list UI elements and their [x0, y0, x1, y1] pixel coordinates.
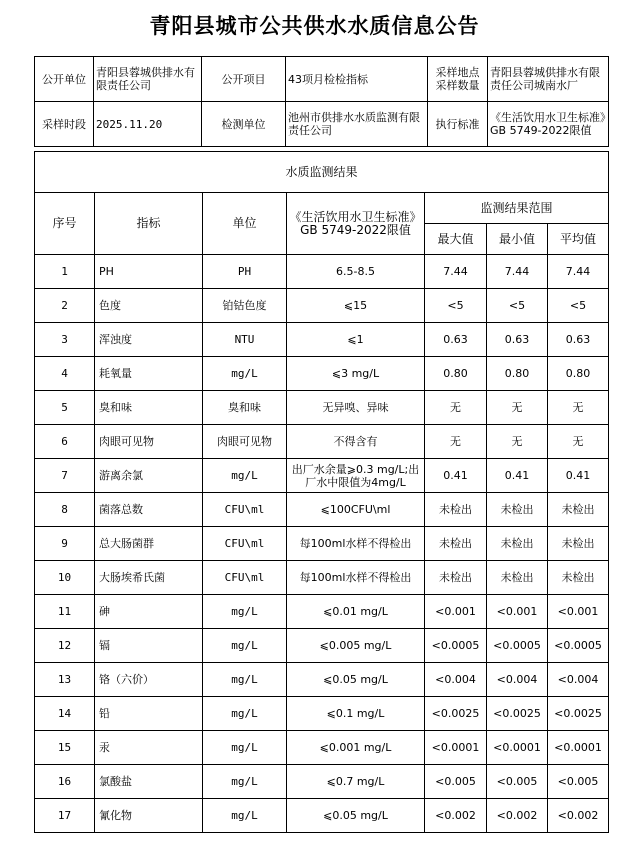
cell-avg: <0.005 — [548, 765, 609, 799]
cell-standard: 每100ml水样不得检出 — [287, 561, 425, 595]
cell-unit: mg/L — [203, 697, 287, 731]
sampling-site-label: 采样地点 采样数量 — [428, 57, 488, 102]
cell-no: 14 — [35, 697, 95, 731]
cell-max: <0.001 — [425, 595, 487, 629]
cell-min: 0.63 — [487, 323, 548, 357]
cell-unit: mg/L — [203, 731, 287, 765]
cell-standard: ⩽3 mg/L — [287, 357, 425, 391]
cell-avg: <0.004 — [548, 663, 609, 697]
cell-avg: 未检出 — [548, 527, 609, 561]
cell-min: <0.004 — [487, 663, 548, 697]
cell-indicator: 氯酸盐 — [95, 765, 203, 799]
cell-avg: <0.0025 — [548, 697, 609, 731]
cell-unit: CFU\ml — [203, 561, 287, 595]
table-row — [35, 629, 609, 663]
cell-unit: CFU\ml — [203, 527, 287, 561]
cell-indicator: 氰化物 — [95, 799, 203, 833]
info-table — [34, 56, 609, 147]
cell-indicator: PH — [95, 255, 203, 289]
cell-max: 0.80 — [425, 357, 487, 391]
cell-max: 未检出 — [425, 493, 487, 527]
cell-min: 无 — [487, 425, 548, 459]
cell-max: <0.0025 — [425, 697, 487, 731]
results-table — [34, 151, 609, 833]
table-row — [35, 765, 609, 799]
table-row — [35, 527, 609, 561]
cell-indicator: 镉 — [95, 629, 203, 663]
cell-standard: ⩽0.005 mg/L — [287, 629, 425, 663]
cell-indicator: 铅 — [95, 697, 203, 731]
cell-max: 无 — [425, 391, 487, 425]
cell-unit: mg/L — [203, 459, 287, 493]
cell-no: 13 — [35, 663, 95, 697]
table-row — [35, 731, 609, 765]
cell-indicator: 色度 — [95, 289, 203, 323]
cell-no: 4 — [35, 357, 95, 391]
cell-min: <0.002 — [487, 799, 548, 833]
cell-no: 17 — [35, 799, 95, 833]
table-row — [35, 323, 609, 357]
cell-standard: ⩽1 — [287, 323, 425, 357]
cell-indicator: 汞 — [95, 731, 203, 765]
table-row — [35, 493, 609, 527]
table-row — [35, 289, 609, 323]
cell-unit: 臭和味 — [203, 391, 287, 425]
cell-avg: <5 — [548, 289, 609, 323]
sampling-site-value: 青阳县蓉城供排水有限责任公司城南水厂 — [488, 57, 609, 102]
cell-min: 未检出 — [487, 493, 548, 527]
cell-avg: 未检出 — [548, 561, 609, 595]
header-min: 最小值 — [487, 224, 548, 255]
cell-standard: ⩽0.1 mg/L — [287, 697, 425, 731]
table-row — [35, 357, 609, 391]
standard-value: 《生活饮用水卫生标准》GB 5749-2022限值 — [488, 102, 609, 147]
cell-max: <0.002 — [425, 799, 487, 833]
table-row — [35, 697, 609, 731]
table-row — [35, 561, 609, 595]
cell-max: <0.005 — [425, 765, 487, 799]
testing-unit-value: 池州市供排水水质监测有限责任公司 — [286, 102, 428, 147]
cell-no: 1 — [35, 255, 95, 289]
cell-standard: ⩽0.7 mg/L — [287, 765, 425, 799]
cell-unit: mg/L — [203, 799, 287, 833]
table-row — [35, 663, 609, 697]
cell-unit: NTU — [203, 323, 287, 357]
cell-indicator: 总大肠菌群 — [95, 527, 203, 561]
cell-no: 12 — [35, 629, 95, 663]
cell-indicator: 臭和味 — [95, 391, 203, 425]
publisher-label: 公开单位 — [35, 57, 94, 102]
header-max: 最大值 — [425, 224, 487, 255]
cell-indicator: 菌落总数 — [95, 493, 203, 527]
cell-unit: mg/L — [203, 595, 287, 629]
cell-unit: mg/L — [203, 663, 287, 697]
cell-avg: <0.002 — [548, 799, 609, 833]
cell-min: <0.005 — [487, 765, 548, 799]
cell-min: <0.001 — [487, 595, 548, 629]
cell-no: 5 — [35, 391, 95, 425]
cell-unit: mg/L — [203, 357, 287, 391]
cell-unit: mg/L — [203, 629, 287, 663]
header-no: 序号 — [35, 193, 95, 255]
cell-avg: <0.0001 — [548, 731, 609, 765]
cell-no: 11 — [35, 595, 95, 629]
cell-min: <0.0001 — [487, 731, 548, 765]
table-row — [35, 391, 609, 425]
header-range: 监测结果范围 — [425, 193, 609, 224]
cell-max: 未检出 — [425, 561, 487, 595]
cell-max: 无 — [425, 425, 487, 459]
cell-max: <5 — [425, 289, 487, 323]
cell-standard: 出厂水余量⩾0.3 mg/L;出厂水中限值为4mg/L — [287, 459, 425, 493]
cell-unit: 肉眼可见物 — [203, 425, 287, 459]
cell-indicator: 游离余氯 — [95, 459, 203, 493]
info-row-period — [35, 102, 609, 147]
cell-standard: ⩽100CFU\ml — [287, 493, 425, 527]
cell-standard: 不得含有 — [287, 425, 425, 459]
header-avg: 平均值 — [548, 224, 609, 255]
cell-min: <0.0005 — [487, 629, 548, 663]
table-row — [35, 595, 609, 629]
cell-indicator: 耗氧量 — [95, 357, 203, 391]
table-row — [35, 255, 609, 289]
results-body — [35, 255, 609, 833]
table-row — [35, 425, 609, 459]
cell-indicator: 肉眼可见物 — [95, 425, 203, 459]
publisher-value: 青阳县蓉城供排水有限责任公司 — [94, 57, 202, 102]
cell-min: 0.80 — [487, 357, 548, 391]
header-indicator: 指标 — [95, 193, 203, 255]
cell-min: <0.0025 — [487, 697, 548, 731]
page-title: 青阳县城市公共供水水质信息公告 — [149, 14, 480, 38]
cell-no: 16 — [35, 765, 95, 799]
cell-indicator: 铬（六价） — [95, 663, 203, 697]
cell-avg: 无 — [548, 391, 609, 425]
section-title: 水质监测结果 — [35, 152, 609, 193]
cell-no: 7 — [35, 459, 95, 493]
sampling-period-value: 2025.11.20 — [94, 102, 202, 147]
cell-no: 10 — [35, 561, 95, 595]
cell-standard: ⩽15 — [287, 289, 425, 323]
project-label: 公开项目 — [202, 57, 286, 102]
cell-max: <0.0001 — [425, 731, 487, 765]
cell-unit: 铂钴色度 — [203, 289, 287, 323]
cell-max: <0.0005 — [425, 629, 487, 663]
cell-max: <0.004 — [425, 663, 487, 697]
cell-standard: 每100ml水样不得检出 — [287, 527, 425, 561]
cell-max: 未检出 — [425, 527, 487, 561]
cell-standard: ⩽0.001 mg/L — [287, 731, 425, 765]
cell-no: 2 — [35, 289, 95, 323]
cell-standard: ⩽0.05 mg/L — [287, 799, 425, 833]
cell-standard: 无异嗅、异味 — [287, 391, 425, 425]
standard-label: 执行标准 — [428, 102, 488, 147]
header-unit: 单位 — [203, 193, 287, 255]
cell-no: 15 — [35, 731, 95, 765]
cell-no: 6 — [35, 425, 95, 459]
cell-min: 0.41 — [487, 459, 548, 493]
cell-min: 无 — [487, 391, 548, 425]
cell-avg: 未检出 — [548, 493, 609, 527]
testing-unit-label: 检测单位 — [202, 102, 286, 147]
cell-max: 0.63 — [425, 323, 487, 357]
table-row — [35, 459, 609, 493]
table-row — [35, 799, 609, 833]
cell-min: <5 — [487, 289, 548, 323]
cell-indicator: 砷 — [95, 595, 203, 629]
project-value: 43项月检检指标 — [286, 57, 428, 102]
info-row-publisher — [35, 57, 609, 102]
cell-unit: PH — [203, 255, 287, 289]
cell-no: 9 — [35, 527, 95, 561]
cell-no: 3 — [35, 323, 95, 357]
cell-max: 7.44 — [425, 255, 487, 289]
cell-max: 0.41 — [425, 459, 487, 493]
cell-indicator: 大肠埃希氏菌 — [95, 561, 203, 595]
cell-avg: 无 — [548, 425, 609, 459]
cell-min: 未检出 — [487, 561, 548, 595]
cell-standard: 6.5-8.5 — [287, 255, 425, 289]
header-standard: 《生活饮用水卫生标准》GB 5749-2022限值 — [287, 193, 425, 255]
cell-avg: 0.80 — [548, 357, 609, 391]
cell-avg: <0.001 — [548, 595, 609, 629]
cell-standard: ⩽0.01 mg/L — [287, 595, 425, 629]
cell-indicator: 浑浊度 — [95, 323, 203, 357]
cell-min: 未检出 — [487, 527, 548, 561]
cell-unit: CFU\ml — [203, 493, 287, 527]
cell-avg: <0.0005 — [548, 629, 609, 663]
cell-unit: mg/L — [203, 765, 287, 799]
cell-avg: 0.63 — [548, 323, 609, 357]
sampling-period-label: 采样时段 — [35, 102, 94, 147]
cell-no: 8 — [35, 493, 95, 527]
cell-standard: ⩽0.05 mg/L — [287, 663, 425, 697]
cell-avg: 7.44 — [548, 255, 609, 289]
cell-min: 7.44 — [487, 255, 548, 289]
cell-avg: 0.41 — [548, 459, 609, 493]
